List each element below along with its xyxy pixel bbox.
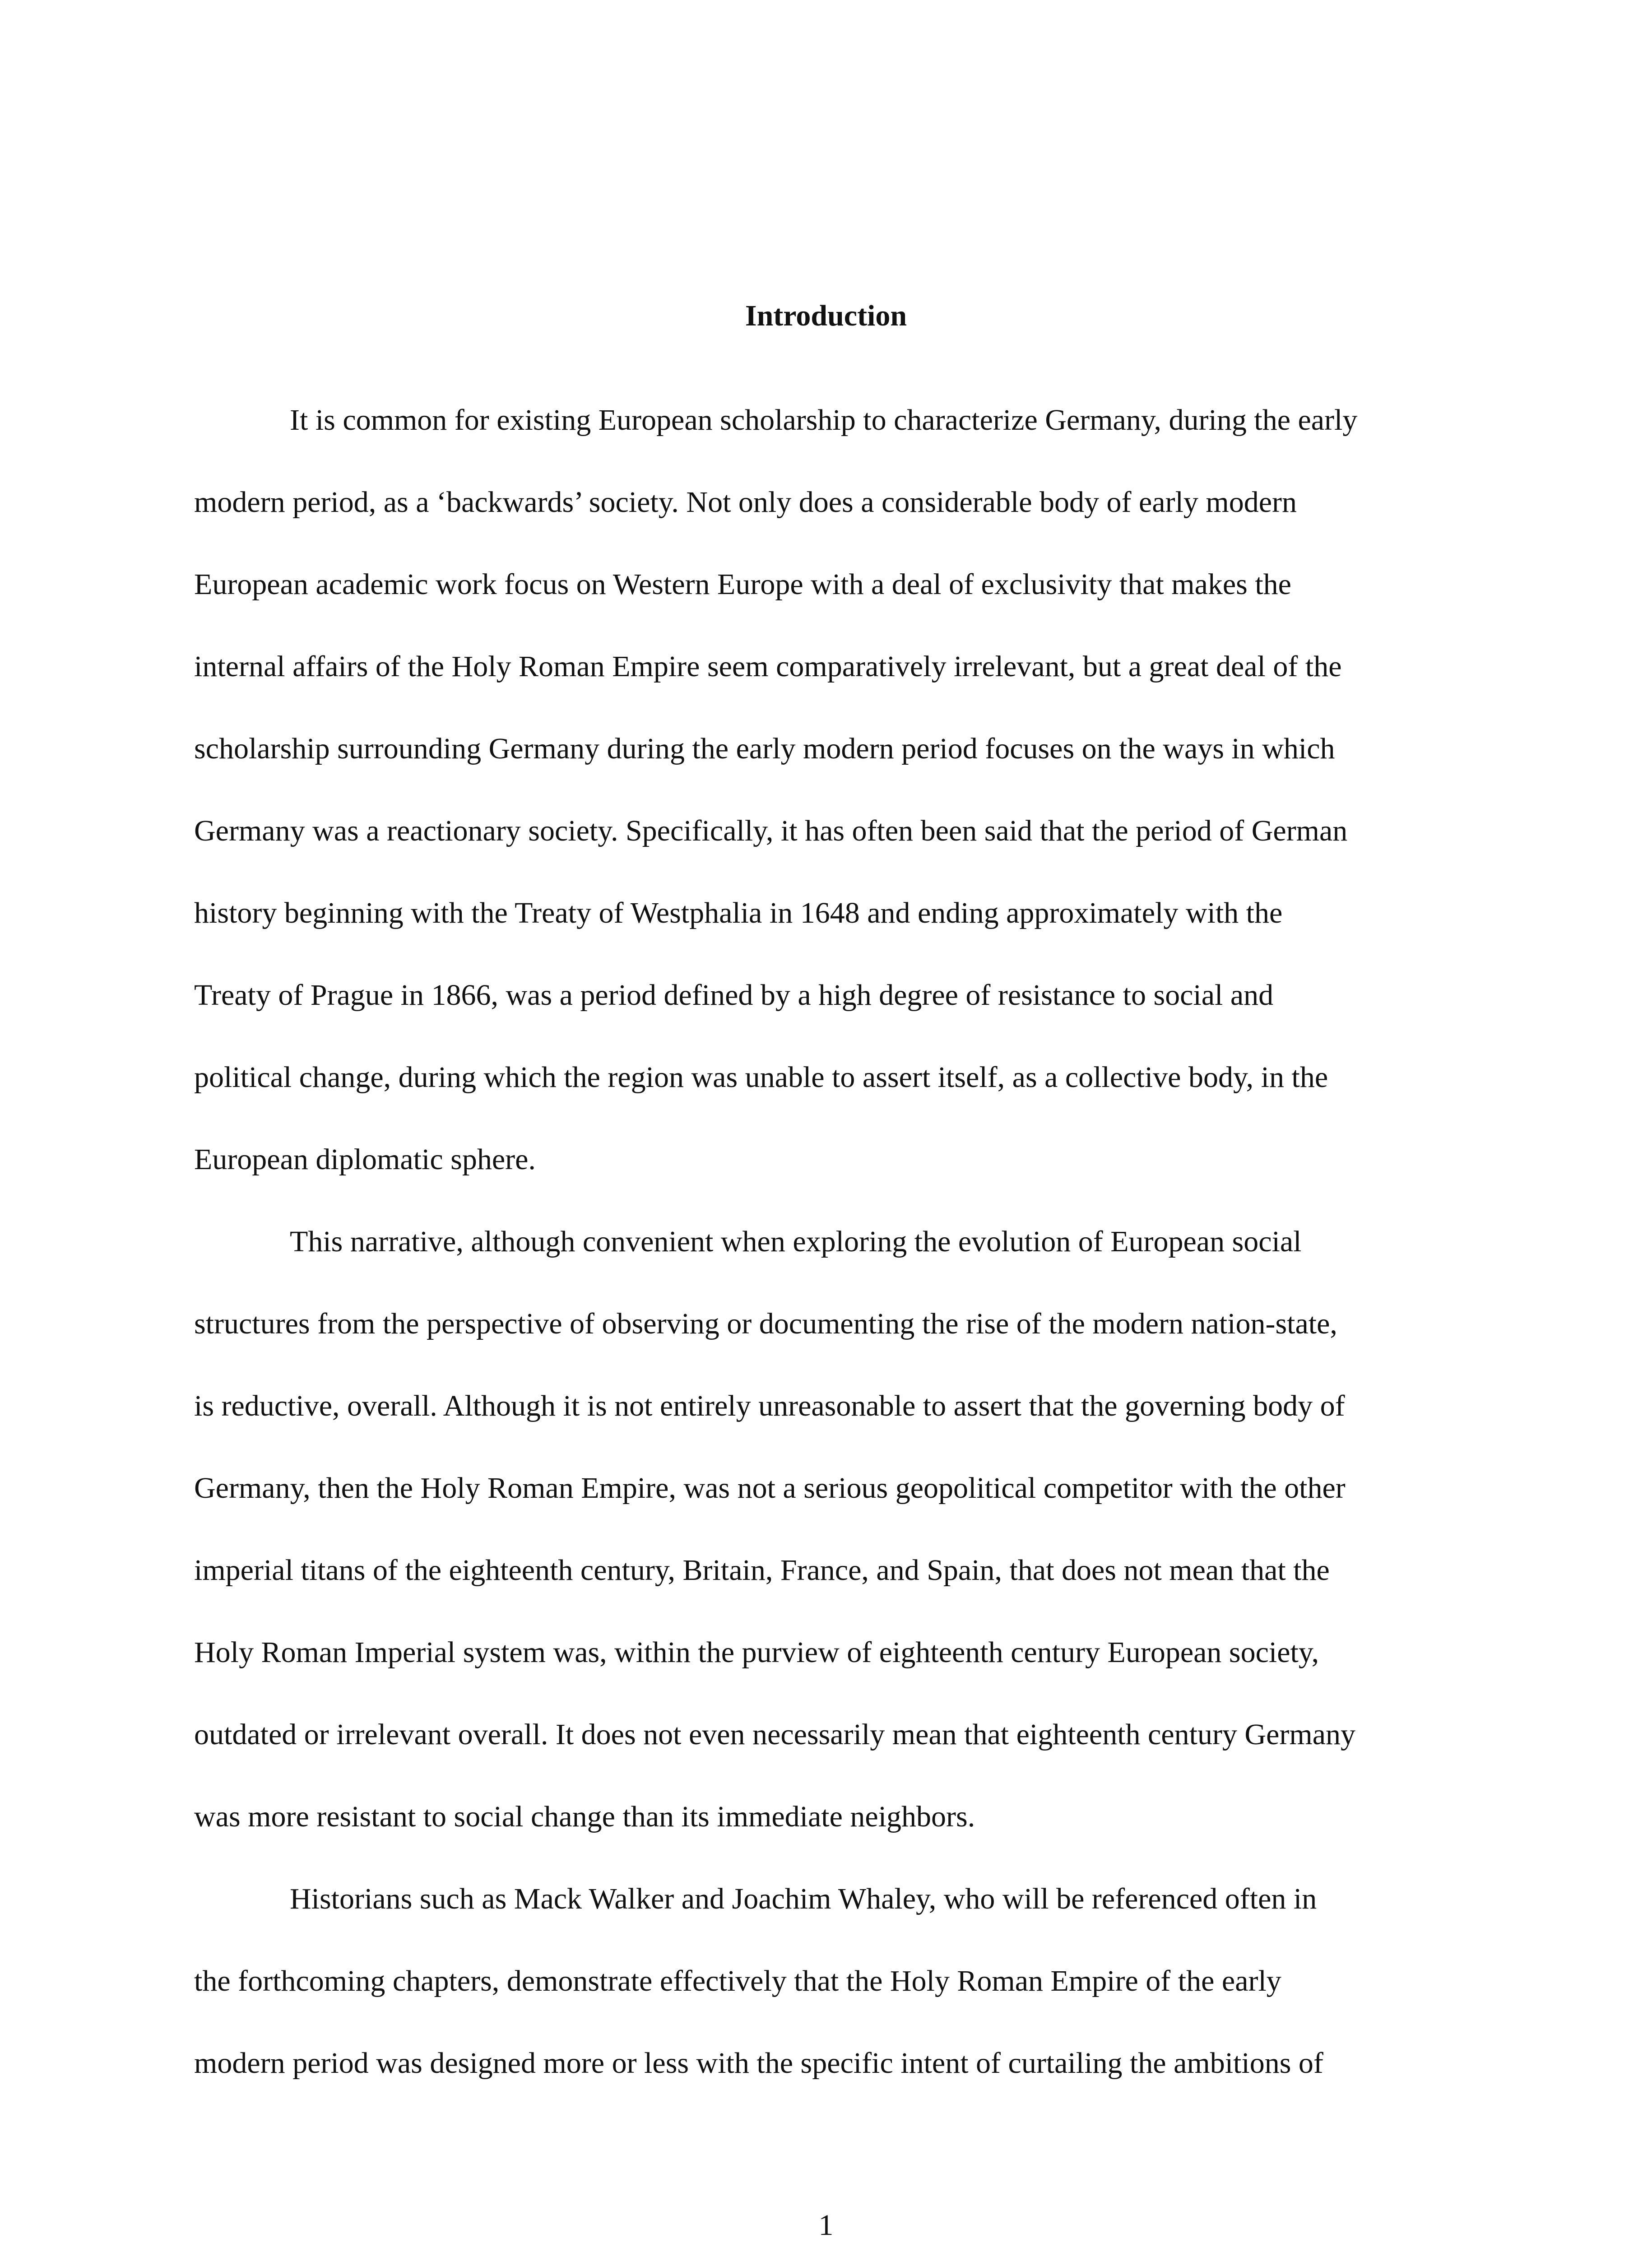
text-line: It is common for existing European scholarship to characterize Germany, during the early (290, 404, 1358, 437)
text-line: Germany, then the Holy Roman Empire, was not a serious geopolitical competitor with the other (194, 1472, 1346, 1505)
text-line: structures from the perspective of observing or documenting the rise of the modern nation-state, (194, 1307, 1337, 1340)
text-line: the forthcoming chapters, demonstrate effectively that the Holy Roman Empire of the early (194, 1964, 1281, 1997)
text-line: modern period was designed more or less with the specific intent of curtailing the ambitions of (194, 2047, 1323, 2080)
text-line: This narrative, although convenient when exploring the evolution of European social (290, 1225, 1302, 1258)
body-text (194, 379, 1467, 2104)
text-line: European diplomatic sphere. (194, 1143, 536, 1176)
text-line: history beginning with the Treaty of Westphalia in 1648 and ending approximately with the (194, 896, 1283, 929)
text-line: Germany was a reactionary society. Specifically, it has often been said that the period of German (194, 814, 1348, 847)
text-line: political change, during which the region was unable to assert itself, as a collective body, in the (194, 1061, 1328, 1094)
text-line: was more resistant to social change than its immediate neighbors. (194, 1800, 975, 1833)
text-line: Holy Roman Imperial system was, within the purview of eighteenth century European society, (194, 1636, 1319, 1669)
text-line: is reductive, overall. Although it is not entirely unreasonable to assert that the governing body of (194, 1389, 1345, 1422)
text-line: Historians such as Mack Walker and Joachim Whaley, who will be referenced often in (290, 1882, 1317, 1915)
text-line: Treaty of Prague in 1866, was a period defined by a high degree of resistance to social and (194, 979, 1274, 1012)
text-line: outdated or irrelevant overall. It does not even necessarily mean that eighteenth century Germany (194, 1718, 1356, 1751)
page-number: 1 (818, 2209, 834, 2242)
text-line: European academic work focus on Western Europe with a deal of exclusivity that makes the (194, 568, 1291, 601)
text-line: scholarship surrounding Germany during the early modern period focuses on the ways in which (194, 732, 1335, 765)
text-line: modern period, as a ‘backwards’ society. Not only does a considerable body of early modern (194, 486, 1297, 519)
page-title: Introduction (745, 299, 907, 332)
text-line: internal affairs of the Holy Roman Empire seem comparatively irrelevant, but a great deal of the (194, 650, 1342, 683)
text-line: imperial titans of the eighteenth century, Britain, France, and Spain, that does not mean that the (194, 1554, 1330, 1587)
